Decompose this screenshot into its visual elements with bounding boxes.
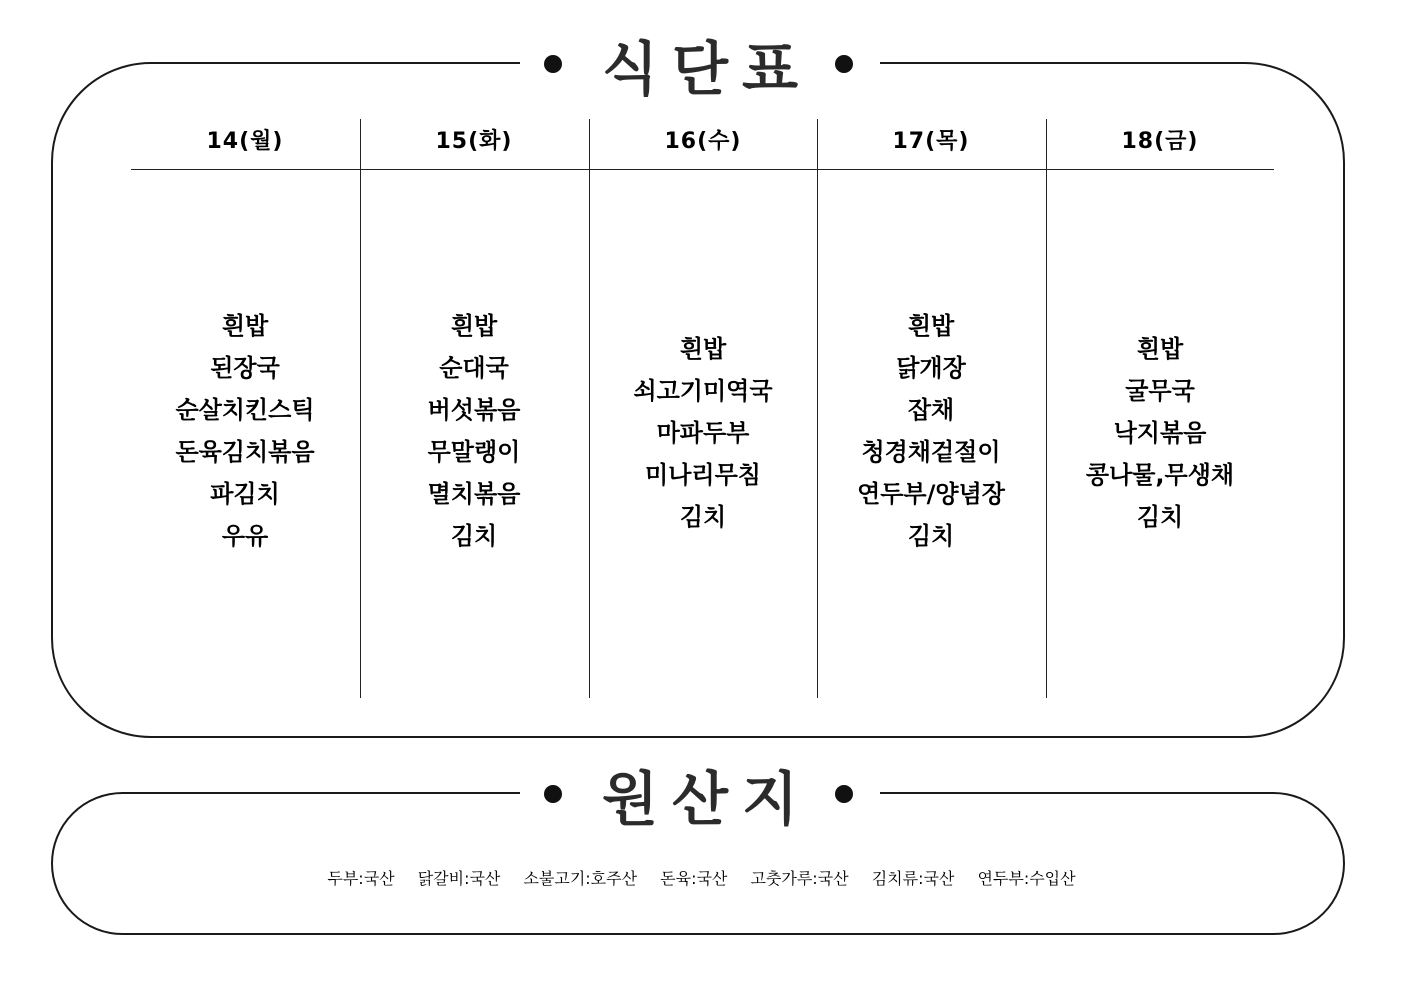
- origin-item: 소불고기:호주산: [523, 869, 638, 888]
- menu-item: 흰밥: [221, 312, 269, 340]
- menu-item: 마파두부: [656, 419, 750, 447]
- menu-item: 흰밥: [679, 335, 727, 363]
- menu-item: 버섯볶음: [427, 396, 521, 424]
- day-header-wed: 16(수): [664, 129, 742, 154]
- menu-item: 닭개장: [896, 354, 966, 382]
- day-header-thu: 17(목): [892, 129, 970, 154]
- origin-item: 고춧가루:국산: [750, 869, 849, 888]
- day-header-mon: 14(월): [206, 129, 284, 154]
- menu-item: 김치: [1136, 503, 1184, 531]
- title-dot-right: [835, 785, 853, 803]
- menu-column-thu: [817, 305, 1045, 557]
- menu-item: 미나리무침: [645, 461, 761, 489]
- day-header-tue: 15(화): [435, 129, 513, 154]
- origin-item: 김치류:국산: [871, 869, 955, 888]
- menu-item: 된장국: [210, 354, 280, 382]
- origin-title: 원산지: [601, 765, 813, 833]
- menu-column-tue: [360, 305, 588, 557]
- menu-column-fri: [1046, 328, 1274, 538]
- menu-column-wed: [589, 328, 817, 538]
- menu-item: 김치: [679, 503, 727, 531]
- menu-item: 무말랭이: [427, 438, 521, 466]
- origin-item: 닭갈비:국산: [417, 869, 501, 888]
- menu-item: 순살치킨스틱: [175, 396, 315, 424]
- menu-item: 김치: [907, 522, 955, 550]
- menu-item: 콩나물,무생채: [1085, 461, 1235, 489]
- title-dot-left: [544, 785, 562, 803]
- menu-column-mon: [131, 305, 359, 557]
- menu-item: 쇠고기미역국: [633, 377, 773, 405]
- menu-item: 돈육김치볶음: [175, 438, 315, 466]
- origin-item: 두부:국산: [327, 869, 395, 888]
- menu-item: 낙지볶음: [1113, 419, 1207, 447]
- menu-item: 굴무국: [1125, 377, 1195, 405]
- origin-item: 연두부:수입산: [977, 869, 1076, 888]
- menu-item: 잡채: [907, 396, 955, 424]
- menu-title: 식단표: [601, 35, 813, 103]
- menu-item: 김치: [450, 522, 498, 550]
- menu-item: 연두부/양념장: [857, 480, 1005, 508]
- title-dot-right: [835, 55, 853, 73]
- menu-item: 흰밥: [450, 312, 498, 340]
- menu-item: 흰밥: [907, 312, 955, 340]
- menu-item: 청경채겉절이: [861, 438, 1001, 466]
- origin-item: 돈육:국산: [660, 869, 728, 888]
- menu-title-area: [520, 24, 880, 104]
- menu-item: 순대국: [439, 354, 509, 382]
- day-header-fri: 18(금): [1121, 129, 1199, 154]
- menu-item: 멸치볶음: [427, 480, 521, 508]
- header-divider: [131, 169, 1274, 170]
- origin-list: [0, 866, 1403, 889]
- menu-item: 흰밥: [1136, 335, 1184, 363]
- menu-item: 파김치: [210, 480, 280, 508]
- origin-title-area: [520, 754, 880, 834]
- menu-item: 우유: [221, 522, 269, 550]
- title-dot-left: [544, 55, 562, 73]
